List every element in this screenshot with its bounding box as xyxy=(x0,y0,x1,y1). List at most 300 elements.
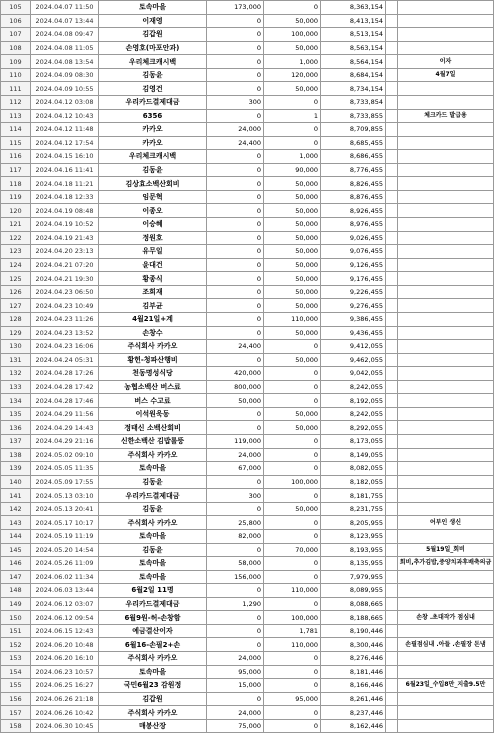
row-number[interactable]: 116 xyxy=(1,150,31,164)
memo-cell[interactable] xyxy=(398,41,494,55)
description-cell[interactable]: 김동윤 xyxy=(99,163,207,177)
date-cell[interactable]: 2024.04.28 17:46 xyxy=(31,394,99,408)
balance-cell[interactable]: 8,261,446 xyxy=(321,692,386,706)
balance-cell[interactable]: 9,412,055 xyxy=(321,340,386,354)
date-cell[interactable]: 2024.04.18 11:21 xyxy=(31,177,99,191)
memo-cell[interactable] xyxy=(398,136,494,150)
row-number[interactable]: 143 xyxy=(1,516,31,530)
spacer-cell[interactable] xyxy=(386,1,398,15)
row-number[interactable]: 149 xyxy=(1,597,31,611)
memo-cell[interactable] xyxy=(398,123,494,137)
deposit-cell[interactable]: 1 xyxy=(264,109,321,123)
date-cell[interactable]: 2024.05.13 03:10 xyxy=(31,489,99,503)
balance-cell[interactable]: 8,876,455 xyxy=(321,190,386,204)
withdrawal-cell[interactable]: 0 xyxy=(207,407,264,421)
memo-cell[interactable] xyxy=(398,272,494,286)
withdrawal-cell[interactable]: 0 xyxy=(207,638,264,652)
spacer-cell[interactable] xyxy=(386,28,398,42)
description-cell[interactable]: 우리체크캐시백 xyxy=(99,55,207,69)
description-cell[interactable]: 주식회사 카카오 xyxy=(99,340,207,354)
description-cell[interactable]: 6월2일 11명 xyxy=(99,584,207,598)
date-cell[interactable]: 2024.06.23 10:57 xyxy=(31,665,99,679)
withdrawal-cell[interactable]: 0 xyxy=(207,55,264,69)
balance-cell[interactable]: 8,413,154 xyxy=(321,14,386,28)
row-number[interactable]: 117 xyxy=(1,163,31,177)
date-cell[interactable]: 2024.04.23 13:52 xyxy=(31,326,99,340)
spacer-cell[interactable] xyxy=(386,163,398,177)
memo-cell[interactable] xyxy=(398,692,494,706)
memo-cell[interactable] xyxy=(398,448,494,462)
spacer-cell[interactable] xyxy=(386,258,398,272)
withdrawal-cell[interactable]: 58,000 xyxy=(207,557,264,571)
memo-cell[interactable] xyxy=(398,665,494,679)
memo-cell[interactable] xyxy=(398,312,494,326)
deposit-cell[interactable]: 1,000 xyxy=(264,150,321,164)
memo-cell[interactable] xyxy=(398,353,494,367)
row-number[interactable]: 112 xyxy=(1,95,31,109)
row-number[interactable]: 115 xyxy=(1,136,31,150)
withdrawal-cell[interactable]: 0 xyxy=(207,611,264,625)
memo-cell[interactable] xyxy=(398,299,494,313)
date-cell[interactable]: 2024.06.12 09:54 xyxy=(31,611,99,625)
description-cell[interactable]: 조희재 xyxy=(99,285,207,299)
withdrawal-cell[interactable]: 0 xyxy=(207,326,264,340)
withdrawal-cell[interactable]: 24,400 xyxy=(207,136,264,150)
date-cell[interactable]: 2024.04.08 13:54 xyxy=(31,55,99,69)
withdrawal-cell[interactable]: 0 xyxy=(207,218,264,232)
row-number[interactable]: 120 xyxy=(1,204,31,218)
withdrawal-cell[interactable]: 0 xyxy=(207,692,264,706)
deposit-cell[interactable]: 0 xyxy=(264,1,321,15)
balance-cell[interactable]: 8,162,446 xyxy=(321,719,386,733)
withdrawal-cell[interactable]: 300 xyxy=(207,489,264,503)
withdrawal-cell[interactable]: 0 xyxy=(207,272,264,286)
row-number[interactable]: 148 xyxy=(1,584,31,598)
row-number[interactable]: 132 xyxy=(1,367,31,381)
spacer-cell[interactable] xyxy=(386,204,398,218)
deposit-cell[interactable]: 0 xyxy=(264,665,321,679)
withdrawal-cell[interactable]: 420,000 xyxy=(207,367,264,381)
date-cell[interactable]: 2024.05.17 10:17 xyxy=(31,516,99,530)
row-number[interactable]: 118 xyxy=(1,177,31,191)
withdrawal-cell[interactable]: 156,000 xyxy=(207,570,264,584)
row-number[interactable]: 125 xyxy=(1,272,31,286)
date-cell[interactable]: 2024.04.19 10:52 xyxy=(31,218,99,232)
date-cell[interactable]: 2024.04.20 23:13 xyxy=(31,245,99,259)
description-cell[interactable]: 우리카드결제대금 xyxy=(99,95,207,109)
deposit-cell[interactable]: 50,000 xyxy=(264,14,321,28)
spacer-cell[interactable] xyxy=(386,529,398,543)
memo-cell[interactable] xyxy=(398,82,494,96)
balance-cell[interactable]: 9,276,455 xyxy=(321,299,386,313)
description-cell[interactable]: 신한소백산 김밥롤뚱 xyxy=(99,435,207,449)
memo-cell[interactable] xyxy=(398,245,494,259)
balance-cell[interactable]: 8,563,154 xyxy=(321,41,386,55)
spacer-cell[interactable] xyxy=(386,394,398,408)
memo-cell[interactable]: 어부인 생신 xyxy=(398,516,494,530)
description-cell[interactable]: 임문혁 xyxy=(99,190,207,204)
spacer-cell[interactable] xyxy=(386,95,398,109)
balance-cell[interactable]: 8,188,665 xyxy=(321,611,386,625)
balance-cell[interactable]: 9,126,455 xyxy=(321,258,386,272)
balance-cell[interactable]: 8,181,446 xyxy=(321,665,386,679)
withdrawal-cell[interactable]: 75,000 xyxy=(207,719,264,733)
spacer-cell[interactable] xyxy=(386,462,398,476)
balance-cell[interactable]: 9,436,455 xyxy=(321,326,386,340)
row-number[interactable]: 127 xyxy=(1,299,31,313)
spacer-cell[interactable] xyxy=(386,611,398,625)
withdrawal-cell[interactable]: 24,000 xyxy=(207,448,264,462)
spacer-cell[interactable] xyxy=(386,82,398,96)
spacer-cell[interactable] xyxy=(386,231,398,245)
withdrawal-cell[interactable]: 67,000 xyxy=(207,462,264,476)
date-cell[interactable]: 2024.06.25 16:27 xyxy=(31,679,99,693)
withdrawal-cell[interactable]: 0 xyxy=(207,190,264,204)
memo-cell[interactable]: 손창 .초대작가 점심내 xyxy=(398,611,494,625)
description-cell[interactable]: 토속마을 xyxy=(99,1,207,15)
deposit-cell[interactable]: 0 xyxy=(264,597,321,611)
withdrawal-cell[interactable]: 0 xyxy=(207,204,264,218)
spacer-cell[interactable] xyxy=(386,326,398,340)
date-cell[interactable]: 2024.05.13 20:41 xyxy=(31,502,99,516)
deposit-cell[interactable]: 0 xyxy=(264,719,321,733)
withdrawal-cell[interactable]: 0 xyxy=(207,543,264,557)
deposit-cell[interactable]: 50,000 xyxy=(264,272,321,286)
memo-cell[interactable] xyxy=(398,218,494,232)
date-cell[interactable]: 2024.04.29 14:43 xyxy=(31,421,99,435)
description-cell[interactable]: 버스 수고료 xyxy=(99,394,207,408)
date-cell[interactable]: 2024.06.02 11:34 xyxy=(31,570,99,584)
balance-cell[interactable]: 8,149,055 xyxy=(321,448,386,462)
date-cell[interactable]: 2024.06.12 03:07 xyxy=(31,597,99,611)
description-cell[interactable]: 김갑원 xyxy=(99,692,207,706)
row-number[interactable]: 140 xyxy=(1,475,31,489)
withdrawal-cell[interactable]: 0 xyxy=(207,28,264,42)
balance-cell[interactable]: 8,976,455 xyxy=(321,218,386,232)
row-number[interactable]: 157 xyxy=(1,706,31,720)
balance-cell[interactable]: 8,242,055 xyxy=(321,380,386,394)
spacer-cell[interactable] xyxy=(386,584,398,598)
withdrawal-cell[interactable]: 0 xyxy=(207,502,264,516)
spacer-cell[interactable] xyxy=(386,190,398,204)
deposit-cell[interactable]: 110,000 xyxy=(264,638,321,652)
withdrawal-cell[interactable]: 0 xyxy=(207,150,264,164)
deposit-cell[interactable]: 90,000 xyxy=(264,163,321,177)
memo-cell[interactable] xyxy=(398,28,494,42)
deposit-cell[interactable]: 110,000 xyxy=(264,584,321,598)
description-cell[interactable]: 정원호 xyxy=(99,231,207,245)
row-number[interactable]: 144 xyxy=(1,529,31,543)
deposit-cell[interactable]: 50,000 xyxy=(264,285,321,299)
date-cell[interactable]: 2024.04.29 21:16 xyxy=(31,435,99,449)
spacer-cell[interactable] xyxy=(386,367,398,381)
memo-cell[interactable] xyxy=(398,177,494,191)
balance-cell[interactable]: 8,300,446 xyxy=(321,638,386,652)
description-cell[interactable]: 김영건 xyxy=(99,82,207,96)
memo-cell[interactable] xyxy=(398,502,494,516)
withdrawal-cell[interactable]: 300 xyxy=(207,95,264,109)
description-cell[interactable]: 이석원욱동 xyxy=(99,407,207,421)
memo-cell[interactable] xyxy=(398,489,494,503)
memo-cell[interactable]: 5월19일_회비 xyxy=(398,543,494,557)
memo-cell[interactable] xyxy=(398,394,494,408)
row-number[interactable]: 121 xyxy=(1,218,31,232)
date-cell[interactable]: 2024.04.16 11:41 xyxy=(31,163,99,177)
deposit-cell[interactable]: 50,000 xyxy=(264,82,321,96)
row-number[interactable]: 150 xyxy=(1,611,31,625)
deposit-cell[interactable]: 1,781 xyxy=(264,624,321,638)
withdrawal-cell[interactable]: 24,000 xyxy=(207,652,264,666)
date-cell[interactable]: 2024.04.23 11:26 xyxy=(31,312,99,326)
balance-cell[interactable]: 8,181,755 xyxy=(321,489,386,503)
date-cell[interactable]: 2024.04.23 10:49 xyxy=(31,299,99,313)
date-cell[interactable]: 2024.05.09 17:55 xyxy=(31,475,99,489)
spacer-cell[interactable] xyxy=(386,123,398,137)
date-cell[interactable]: 2024.04.15 16:10 xyxy=(31,150,99,164)
row-number[interactable]: 147 xyxy=(1,570,31,584)
spacer-cell[interactable] xyxy=(386,68,398,82)
memo-cell[interactable] xyxy=(398,719,494,733)
deposit-cell[interactable]: 0 xyxy=(264,123,321,137)
balance-cell[interactable]: 8,686,455 xyxy=(321,150,386,164)
balance-cell[interactable]: 8,292,055 xyxy=(321,421,386,435)
row-number[interactable]: 155 xyxy=(1,679,31,693)
deposit-cell[interactable]: 50,000 xyxy=(264,41,321,55)
spacer-cell[interactable] xyxy=(386,312,398,326)
memo-cell[interactable] xyxy=(398,652,494,666)
deposit-cell[interactable]: 0 xyxy=(264,380,321,394)
spacer-cell[interactable] xyxy=(386,218,398,232)
date-cell[interactable]: 2024.04.21 07:20 xyxy=(31,258,99,272)
spacer-cell[interactable] xyxy=(386,543,398,557)
date-cell[interactable]: 2024.04.07 11:50 xyxy=(31,1,99,15)
balance-cell[interactable]: 8,776,455 xyxy=(321,163,386,177)
row-number[interactable]: 145 xyxy=(1,543,31,557)
withdrawal-cell[interactable]: 0 xyxy=(207,68,264,82)
withdrawal-cell[interactable]: 25,800 xyxy=(207,516,264,530)
row-number[interactable]: 131 xyxy=(1,353,31,367)
date-cell[interactable]: 2024.04.08 11:05 xyxy=(31,41,99,55)
memo-cell[interactable] xyxy=(398,163,494,177)
withdrawal-cell[interactable]: 0 xyxy=(207,41,264,55)
spacer-cell[interactable] xyxy=(386,55,398,69)
memo-cell[interactable] xyxy=(398,706,494,720)
balance-cell[interactable]: 9,076,455 xyxy=(321,245,386,259)
description-cell[interactable]: 예금결산이자 xyxy=(99,624,207,638)
balance-cell[interactable]: 8,193,955 xyxy=(321,543,386,557)
spacer-cell[interactable] xyxy=(386,421,398,435)
deposit-cell[interactable]: 0 xyxy=(264,706,321,720)
spacer-cell[interactable] xyxy=(386,489,398,503)
date-cell[interactable]: 2024.04.19 08:48 xyxy=(31,204,99,218)
description-cell[interactable]: 김갑원 xyxy=(99,28,207,42)
deposit-cell[interactable]: 50,000 xyxy=(264,407,321,421)
withdrawal-cell[interactable]: 0 xyxy=(207,14,264,28)
spacer-cell[interactable] xyxy=(386,516,398,530)
spacer-cell[interactable] xyxy=(386,340,398,354)
description-cell[interactable]: 카카오 xyxy=(99,123,207,137)
row-number[interactable]: 137 xyxy=(1,435,31,449)
date-cell[interactable]: 2024.06.20 16:10 xyxy=(31,652,99,666)
spacer-cell[interactable] xyxy=(386,41,398,55)
deposit-cell[interactable]: 50,000 xyxy=(264,218,321,232)
deposit-cell[interactable]: 0 xyxy=(264,394,321,408)
description-cell[interactable]: 토속마을 xyxy=(99,665,207,679)
balance-cell[interactable]: 8,684,154 xyxy=(321,68,386,82)
withdrawal-cell[interactable]: 0 xyxy=(207,421,264,435)
withdrawal-cell[interactable]: 0 xyxy=(207,82,264,96)
withdrawal-cell[interactable]: 119,000 xyxy=(207,435,264,449)
deposit-cell[interactable]: 120,000 xyxy=(264,68,321,82)
deposit-cell[interactable]: 1,000 xyxy=(264,55,321,69)
description-cell[interactable]: 천동명성식당 xyxy=(99,367,207,381)
deposit-cell[interactable]: 100,000 xyxy=(264,611,321,625)
description-cell[interactable]: 이승혜 xyxy=(99,218,207,232)
balance-cell[interactable]: 8,826,455 xyxy=(321,177,386,191)
date-cell[interactable]: 2024.04.12 10:43 xyxy=(31,109,99,123)
memo-cell[interactable] xyxy=(398,14,494,28)
date-cell[interactable]: 2024.04.21 19:30 xyxy=(31,272,99,286)
memo-cell[interactable] xyxy=(398,285,494,299)
row-number[interactable]: 130 xyxy=(1,340,31,354)
spacer-cell[interactable] xyxy=(386,719,398,733)
deposit-cell[interactable]: 95,000 xyxy=(264,692,321,706)
memo-cell[interactable] xyxy=(398,584,494,598)
deposit-cell[interactable]: 50,000 xyxy=(264,231,321,245)
memo-cell[interactable]: 4월7일 xyxy=(398,68,494,82)
description-cell[interactable]: 토속마을 xyxy=(99,529,207,543)
memo-cell[interactable] xyxy=(398,326,494,340)
deposit-cell[interactable]: 0 xyxy=(264,570,321,584)
description-cell[interactable]: 황헌-청파산행비 xyxy=(99,353,207,367)
description-cell[interactable]: 6월16-손필2+손 xyxy=(99,638,207,652)
balance-cell[interactable]: 9,226,455 xyxy=(321,285,386,299)
balance-cell[interactable]: 7,979,955 xyxy=(321,570,386,584)
deposit-cell[interactable]: 0 xyxy=(264,367,321,381)
spacer-cell[interactable] xyxy=(386,380,398,394)
memo-cell[interactable] xyxy=(398,407,494,421)
date-cell[interactable]: 2024.05.26 11:09 xyxy=(31,557,99,571)
balance-cell[interactable]: 8,082,055 xyxy=(321,462,386,476)
memo-cell[interactable] xyxy=(398,570,494,584)
balance-cell[interactable]: 8,734,154 xyxy=(321,82,386,96)
row-number[interactable]: 158 xyxy=(1,719,31,733)
row-number[interactable]: 124 xyxy=(1,258,31,272)
memo-cell[interactable]: 회비,추가김밥,중양치과후배축의금 xyxy=(398,557,494,571)
balance-cell[interactable]: 8,123,955 xyxy=(321,529,386,543)
spacer-cell[interactable] xyxy=(386,638,398,652)
memo-cell[interactable] xyxy=(398,380,494,394)
deposit-cell[interactable]: 50,000 xyxy=(264,299,321,313)
row-number[interactable]: 152 xyxy=(1,638,31,652)
description-cell[interactable]: 김동윤 xyxy=(99,68,207,82)
row-number[interactable]: 135 xyxy=(1,407,31,421)
row-number[interactable]: 156 xyxy=(1,692,31,706)
spacer-cell[interactable] xyxy=(386,706,398,720)
date-cell[interactable]: 2024.04.28 17:42 xyxy=(31,380,99,394)
balance-cell[interactable]: 8,709,855 xyxy=(321,123,386,137)
spacer-cell[interactable] xyxy=(386,353,398,367)
memo-cell[interactable] xyxy=(398,529,494,543)
row-number[interactable]: 113 xyxy=(1,109,31,123)
description-cell[interactable]: 4월21일+계 xyxy=(99,312,207,326)
spacer-cell[interactable] xyxy=(386,475,398,489)
balance-cell[interactable]: 8,088,665 xyxy=(321,597,386,611)
date-cell[interactable]: 2024.04.24 05:31 xyxy=(31,353,99,367)
date-cell[interactable]: 2024.06.26 21:18 xyxy=(31,692,99,706)
withdrawal-cell[interactable]: 0 xyxy=(207,285,264,299)
spacer-cell[interactable] xyxy=(386,150,398,164)
description-cell[interactable]: 우리카드결제대금 xyxy=(99,597,207,611)
date-cell[interactable]: 2024.05.05 11:35 xyxy=(31,462,99,476)
withdrawal-cell[interactable]: 800,000 xyxy=(207,380,264,394)
date-cell[interactable]: 2024.05.20 14:54 xyxy=(31,543,99,557)
memo-cell[interactable] xyxy=(398,462,494,476)
row-number[interactable]: 129 xyxy=(1,326,31,340)
balance-cell[interactable]: 9,386,455 xyxy=(321,312,386,326)
row-number[interactable]: 134 xyxy=(1,394,31,408)
description-cell[interactable]: 유무일 xyxy=(99,245,207,259)
row-number[interactable]: 153 xyxy=(1,652,31,666)
deposit-cell[interactable]: 50,000 xyxy=(264,353,321,367)
date-cell[interactable]: 2024.06.20 10:48 xyxy=(31,638,99,652)
withdrawal-cell[interactable]: 0 xyxy=(207,312,264,326)
spacer-cell[interactable] xyxy=(386,299,398,313)
balance-cell[interactable]: 8,190,446 xyxy=(321,624,386,638)
description-cell[interactable]: 이종오 xyxy=(99,204,207,218)
row-number[interactable]: 108 xyxy=(1,41,31,55)
description-cell[interactable]: 황종식 xyxy=(99,272,207,286)
withdrawal-cell[interactable]: 0 xyxy=(207,109,264,123)
description-cell[interactable]: 주식회사 카카오 xyxy=(99,652,207,666)
spacer-cell[interactable] xyxy=(386,679,398,693)
deposit-cell[interactable]: 70,000 xyxy=(264,543,321,557)
balance-cell[interactable]: 8,564,154 xyxy=(321,55,386,69)
memo-cell[interactable] xyxy=(398,150,494,164)
description-cell[interactable]: 토속마을 xyxy=(99,570,207,584)
deposit-cell[interactable]: 0 xyxy=(264,340,321,354)
date-cell[interactable]: 2024.04.09 10:55 xyxy=(31,82,99,96)
withdrawal-cell[interactable]: 95,000 xyxy=(207,665,264,679)
date-cell[interactable]: 2024.04.08 09:47 xyxy=(31,28,99,42)
memo-cell[interactable] xyxy=(398,204,494,218)
row-number[interactable]: 136 xyxy=(1,421,31,435)
spacer-cell[interactable] xyxy=(386,570,398,584)
balance-cell[interactable]: 9,176,455 xyxy=(321,272,386,286)
balance-cell[interactable]: 8,685,455 xyxy=(321,136,386,150)
description-cell[interactable]: 토속마을 xyxy=(99,557,207,571)
deposit-cell[interactable]: 50,000 xyxy=(264,421,321,435)
spacer-cell[interactable] xyxy=(386,14,398,28)
spacer-cell[interactable] xyxy=(386,597,398,611)
withdrawal-cell[interactable]: 15,000 xyxy=(207,679,264,693)
row-number[interactable]: 139 xyxy=(1,462,31,476)
description-cell[interactable]: 매봉산장 xyxy=(99,719,207,733)
withdrawal-cell[interactable]: 0 xyxy=(207,231,264,245)
memo-cell[interactable] xyxy=(398,421,494,435)
deposit-cell[interactable]: 0 xyxy=(264,95,321,109)
spacer-cell[interactable] xyxy=(386,109,398,123)
description-cell[interactable]: 주식회사 카카오 xyxy=(99,706,207,720)
row-number[interactable]: 110 xyxy=(1,68,31,82)
date-cell[interactable]: 2024.04.28 17:26 xyxy=(31,367,99,381)
deposit-cell[interactable]: 50,000 xyxy=(264,177,321,191)
description-cell[interactable]: 손창수 xyxy=(99,326,207,340)
deposit-cell[interactable]: 0 xyxy=(264,462,321,476)
spacer-cell[interactable] xyxy=(386,285,398,299)
description-cell[interactable]: 윤대건 xyxy=(99,258,207,272)
balance-cell[interactable]: 9,462,055 xyxy=(321,353,386,367)
